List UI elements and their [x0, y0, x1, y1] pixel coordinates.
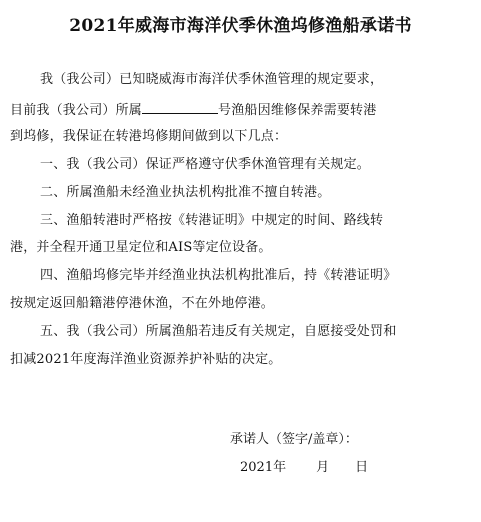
- signature-date: [240, 460, 368, 476]
- item-3-line-1: 三、渔船转港时严格按《转港证明》中规定的时间、路线转: [40, 213, 384, 228]
- item-4-line-1: 四、渔船坞修完毕并经渔业执法机构批准后，持《转港证明》: [40, 268, 397, 283]
- document-title: 2021年威海市海洋伏季休渔坞修渔船承诺书: [69, 16, 412, 36]
- signature-label: 承诺人（签字/盖章）：: [230, 432, 358, 447]
- date-day: 日: [355, 460, 369, 475]
- item-4-line-2: 按规定返回船籍港停港休渔，不在外地停港。: [10, 296, 275, 311]
- intro-line-2-after: 号渔船因维修保养需要转港: [218, 103, 377, 118]
- intro-line-3: 到坞修，我保证在转港坞修期间做到以下几点：: [10, 129, 288, 144]
- item-5-line-1: 五、我（我公司）所属渔船若违反有关规定，自愿接受处罚和: [40, 324, 397, 339]
- vessel-number-blank: [142, 101, 218, 114]
- item-2-line-1: 二、所属渔船未经渔业执法机构批准不擅自转港。: [40, 185, 331, 200]
- date-year: 2021年: [240, 460, 287, 475]
- item-5-line-2: 扣减2021年度海洋渔业资源养护补贴的决定。: [10, 352, 282, 367]
- intro-line-2-before: 目前我（我公司）所属: [10, 103, 143, 118]
- date-month: 月: [316, 460, 330, 475]
- intro-line-1: 我（我公司）已知晓威海市海洋伏季休渔管理的规定要求，: [40, 72, 384, 87]
- item-1-line-1: 一、我（我公司）保证严格遵守伏季休渔管理有关规定。: [40, 157, 371, 172]
- item-3-line-2: 港，并全程开通卫星定位和AIS等定位设备。: [10, 240, 272, 255]
- intro-line-2: [10, 101, 376, 119]
